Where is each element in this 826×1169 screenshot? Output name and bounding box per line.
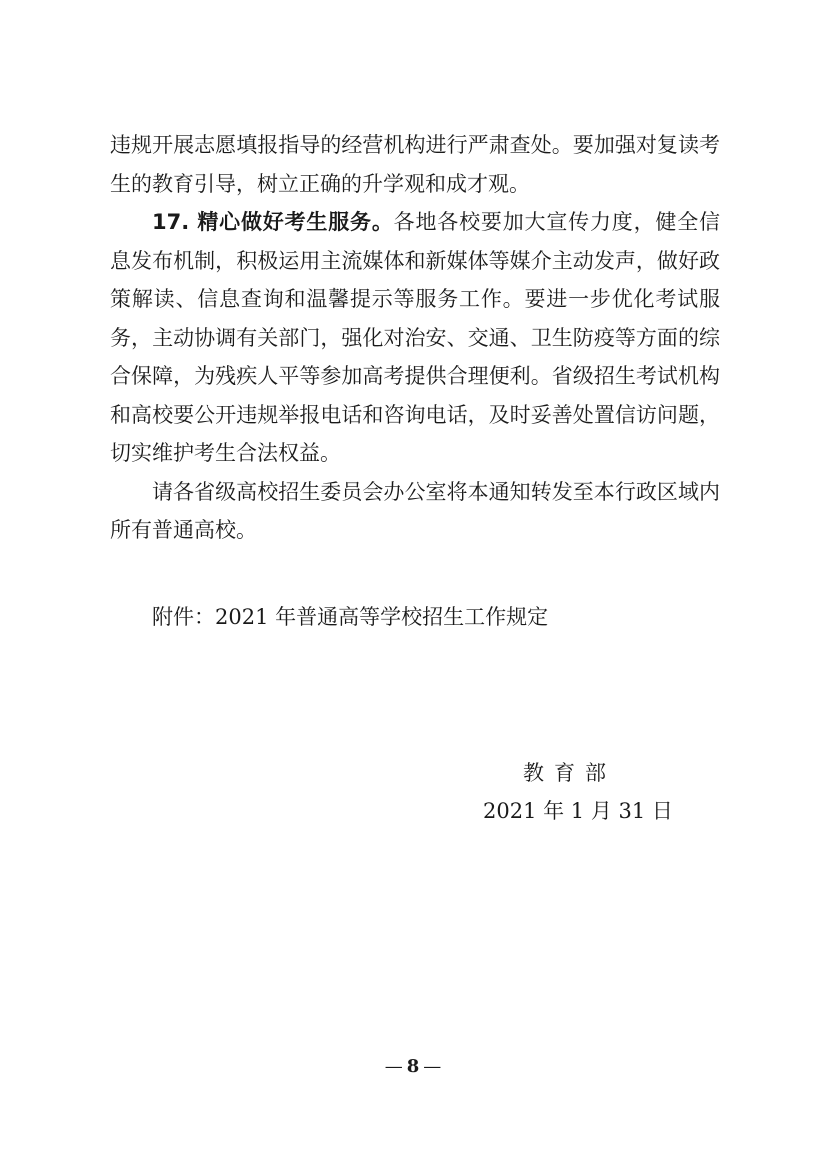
- attachment-line: 附件：2021 年普通高等学校招生工作规定: [152, 605, 549, 629]
- paragraph-closing: [110, 473, 720, 550]
- paragraph-continuation: [110, 126, 720, 203]
- signature-date: 2021 年 1 月 31 日: [483, 799, 673, 823]
- item-heading: 17. 精心做好考生服务。: [152, 210, 394, 234]
- page-number: [0, 1052, 826, 1082]
- paragraph-text: 请各省级高校招生委员会办公室将本通知转发至本行政区域内所有普通高校。: [110, 479, 720, 542]
- signature-organization: 教育部: [523, 761, 616, 785]
- paragraph-text: 违规开展志愿填报指导的经营机构进行严肃查处。要加强对复读考生的教育引导，树立正确的升学观和成才观。: [110, 133, 720, 196]
- page-number-value: 8: [406, 1056, 420, 1077]
- paragraph-text: 各地各校要加大宣传力度，健全信息发布机制，积极运用主流媒体和新媒体等媒介主动发声，做好政策解读、信息查询和温馨提示等服务工作。要进一步优化考试服务，主动协调有关部门，强化对治安、交通、卫生防疫等方面的综合保障，为残疾人平等参加高考提供合理便利。省级招生考试机构和高校要公开违规举报电话和咨询电话，及时妥善处置信访问题，切实维护考生合法权益。: [110, 210, 721, 465]
- paragraph-item-17: [110, 203, 720, 473]
- page-number-dash-right: —: [423, 1056, 442, 1077]
- document-body: [110, 126, 720, 550]
- page-number-dash-left: —: [384, 1056, 403, 1077]
